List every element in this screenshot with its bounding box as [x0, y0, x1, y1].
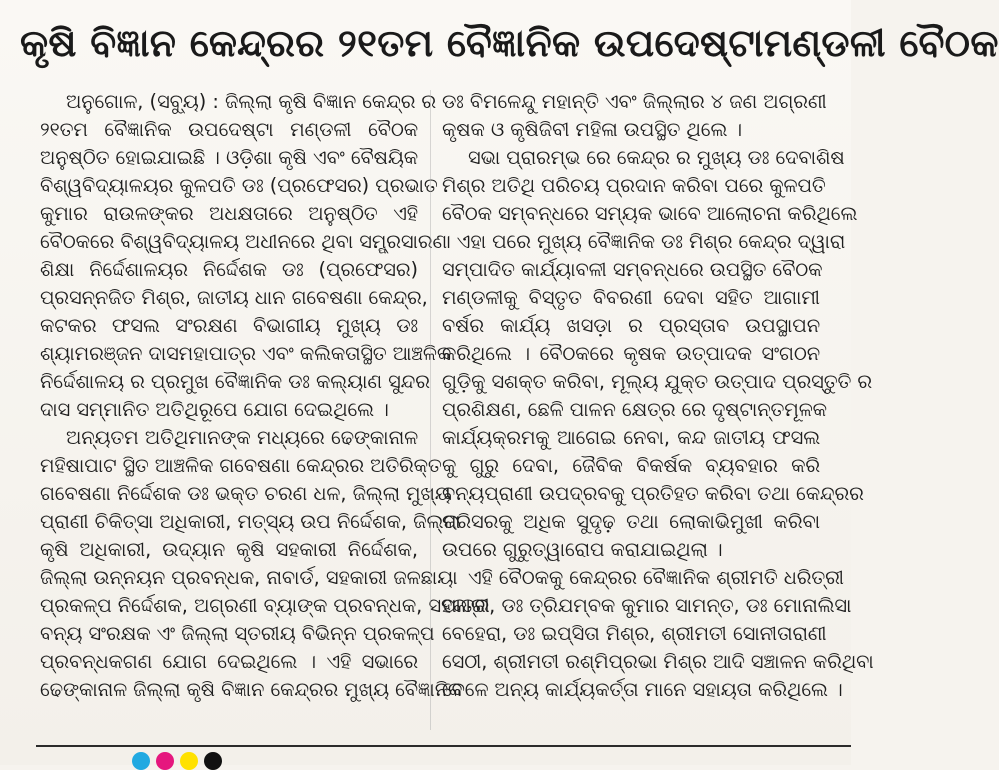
article-line: ପ୍ରକଳ୍ପ ନିର୍ଦ୍ଦେଶକ, ଅଗ୍ରଣୀ ବ୍ୟାଙ୍କ ପ୍ରବନ୍ଧକ, ସହକାରୀ — [40, 594, 490, 617]
column-divider — [430, 90, 431, 730]
article-line: ଉପରେ ଗୁରୁତ୍ୱାରୋପ କରାଯାଇଥିଲା । — [442, 538, 723, 561]
article-line: କରିଥିଲେ । ବୈଠକରେ କୃଷକ ଉତ୍ପାଦକ ସଂଗଠନ — [442, 342, 820, 365]
article-line: ସେଠୀ, ଶ୍ରୀମତୀ ରଶ୍ମିପ୍ରଭା ମିଶ୍ର ଆଦି ସଞ୍ଚାଳନ କରିଥିବା — [442, 650, 874, 673]
article-line: ବେଳେ ଅନ୍ୟ କାର୍ଯ୍ୟକର୍ତ୍ତା ମାନେ ସହାୟତା କରିଥିଲେ । — [442, 678, 843, 701]
article-line: ପ୍ରବନ୍ଧକଗଣ ଯୋଗ ଦେଇଥିଲେ । ଏହି ସଭାରେ — [40, 650, 418, 673]
article-line: ୨୧ତମ ବୈଜ୍ଞାନିକ ଉପଦେଷ୍ଟା ମଣ୍ଡଳୀ ବୈଠକ — [40, 118, 418, 141]
article-body — [40, 88, 874, 740]
article-line: ଗୁଡ଼ିକୁ ସଶକ୍ତ କରିବା, ମୂଲ୍ୟ ଯୁକ୍ତ ଉତ୍ପାଦ ପ୍ରସ୍ତୁତି ର — [442, 370, 872, 393]
cyan-dot — [132, 752, 150, 770]
article-line: କଟକର ଫସଲ ସଂରକ୍ଷଣ ବିଭାଗୀୟ ମୁଖ୍ୟ ଡଃ — [40, 314, 418, 337]
yellow-dot — [180, 752, 198, 770]
article-line: ପ୍ରସନ୍ନଜିତ ମିଶ୍ର, ଜାତୀୟ ଧାନ ଗବେଷଣା କେନ୍ଦ୍ର, — [40, 286, 428, 309]
article-line: ଦାସ ସମ୍ମାନିତ ଅତିଥିରୂପେ ଯୋଗ ଦେଇଥିଲେ । — [40, 398, 389, 421]
article-line: ବନ୍ୟପ୍ରାଣୀ ଉପଦ୍ରବକୁ ପ୍ରତିହତ କରିବା ତଥା କେନ୍ଦ୍ରର — [442, 482, 864, 505]
article-line: କୃଷକ ଓ କୃଷିଜିବୀ ମହିଳା ଉପସ୍ଥିତ ଥିଲେ । — [442, 118, 743, 141]
article-line: ଅନୁଗୋଳ, (ସବ୍ୟୁ) : ଜିଲ୍ଲା କୃଷି ବିଜ୍ଞାନ କେନ୍ଦ୍ର ର — [66, 90, 437, 113]
bottom-rule — [36, 745, 851, 747]
article-line: ଅନ୍ୟତମ ଅତିଥିମାନଙ୍କ ମଧ୍ୟରେ ଢେଙ୍କାନାଳ — [66, 426, 418, 449]
magenta-dot — [156, 752, 174, 770]
article-line: କୁ ଗୁରୁ ଦେବା, ଜୈବିକ ବିକର୍ଷକ ବ୍ୟବହାର କରି — [442, 454, 820, 477]
article-line: ଏହି ବୈଠକକୁ କେନ୍ଦ୍ରର ବୈଜ୍ଞାନିକ ଶ୍ରୀମତି ଧରିତ୍ରୀ — [468, 566, 844, 589]
article-line: କୁମାର ରାଉଳଙ୍କର ଅଧକ୍ଷତାରେ ଅନୁଷ୍ଠିତ ଏହି — [40, 202, 418, 225]
article-line: ଅନୁଷ୍ଠିତ ହୋଇଯାଇଛି । ଓଡ଼ିଶା କୃଷି ଏବଂ ବୈଷୟିକ — [40, 146, 419, 169]
article-line: ବେହେରା, ଡଃ ଇପ୍ସିତା ମିଶ୍ର, ଶ୍ରୀମତୀ ସୋନୀତାରାଣୀ — [442, 622, 827, 645]
article-line: ମିଶ୍ର ଅତିଥି ପରିଚୟ ପ୍ରଦାନ କରିବା ପରେ କୁଳପତି — [442, 174, 826, 197]
right-column — [442, 88, 874, 740]
article-line: ଶ୍ୟାମରଞ୍ଜନ ଦାସମହାପାତ୍ର ଏବଂ କଲିକତାସ୍ଥିତ ଆଞ୍ଚଳିକ — [40, 342, 452, 365]
article-line: କୃଷି ଅଧିକାରୀ, ଉଦ୍ୟାନ କୃଷି ସହକାରୀ ନିର୍ଦ୍ଦେଶକ, — [40, 538, 418, 561]
article-headline: କୃଷି ବିଜ୍ଞାନ କେନ୍ଦ୍ରର ୨୧ତମ ବୈଜ୍ଞାନିକ ଉପଦେଷ୍ଟାମଣ୍ଡଳୀ ବୈଠକ — [20, 21, 999, 65]
article-line: ଢେଙ୍କାନାଳ ଜିଲ୍ଲା କୃଷି ବିଜ୍ଞାନ କେନ୍ଦ୍ରର ମୁଖ୍ୟ ବୈଜ୍ଞାନିକ — [40, 678, 463, 701]
article-line: ନିର୍ଦ୍ଦେଶାଳୟ ର ପ୍ରମୁଖ ବୈଜ୍ଞାନିକ ଡଃ କଲ୍ୟାଣ ସୁନ୍ଦର — [40, 370, 430, 393]
registration-marks — [132, 752, 252, 770]
article-line: ଜିଲ୍ଲା ଉନ୍ନୟନ ପ୍ରବନ୍ଧକ, ନାବାର୍ଡ, ସହକାରୀ ଜଳଛାୟା — [40, 566, 458, 589]
article-line: । ଏହା ପରେ ମୁଖ୍ୟ ବୈଜ୍ଞାନିକ ଡଃ ମିଶ୍ର କେନ୍ଦ୍ର ଦ୍ୱାରା — [442, 230, 846, 253]
article-line: ସଭା ପ୍ରାରମ୍ଭ ରେ କେନ୍ଦ୍ର ର ମୁଖ୍ୟ ଡଃ ଦେବାଶିଷ — [468, 146, 845, 169]
article-line: ପାତ୍ର, ଡଃ ତ୍ରିଯମ୍ବକ କୁମାର ସାମନ୍ତ, ଡଃ ମୋନାଲିସା — [442, 594, 852, 617]
article-line: ପରିସରକୁ ଅଧିକ ସୁଦୃଢ଼ ତଥା ଲୋକାଭିମୁଖୀ କରିବା — [442, 510, 820, 533]
black-dot — [204, 752, 222, 770]
article-line: ବିଶ୍ୱବିଦ୍ୟାଳୟର କୁଳପତି ଡଃ (ପ୍ରଫେସର) ପ୍ରଭାତ — [40, 174, 438, 197]
article-line: ବୈଠକରେ ବିଶ୍ୱବିଦ୍ୟାଳୟ ଅଧୀନରେ ଥିବା ସମ୍ପ୍ରସାରଣ — [40, 230, 448, 253]
article-line: ମହିଷାପାଟ ସ୍ଥିତ ଆଞ୍ଚଳିକ ଗବେଷଣା କେନ୍ଦ୍ରର ଅତିରିକ୍ତ — [40, 454, 442, 477]
article-line: ବନ୍ୟ ସଂରକ୍ଷକ ଏଂ ଜିଲ୍ଲା ସ୍ତରୀୟ ବିଭିନ୍ନ ପ୍ରକଳ୍ପ — [40, 622, 435, 645]
article-line: ବୈଠକ ସମ୍ବନ୍ଧରେ ସମ୍ୟକ ଭାବେ ଆଲୋଚନା କରିଥିଲେ — [442, 202, 858, 225]
article-line: ଶିକ୍ଷା ନିର୍ଦ୍ଦେଶାଳୟର ନିର୍ଦ୍ଦେଶକ ଡଃ (ପ୍ରଫେସର) — [40, 258, 418, 281]
article-line: ସମ୍ପାଦିତ କାର୍ଯ୍ୟାବଳୀ ସମ୍ବନ୍ଧରେ ଉପସ୍ଥିତ ବୈଠକ — [442, 258, 823, 281]
article-line: ପ୍ରଶିକ୍ଷଣ, ଛେଳି ପାଳନ କ୍ଷେତ୍ର ରେ ଦୃଷ୍ଟାନ୍ତମୂଳକ — [442, 398, 827, 421]
article-line: କାର୍ଯ୍ୟକ୍ରମକୁ ଆଗେଇ ନେବା, କନ୍ଦ ଜାତୀୟ ଫସଲ — [442, 426, 820, 449]
left-column — [40, 88, 490, 740]
article-line: ଡଃ ବିମଳେନ୍ଦୁ ମହାନ୍ତି ଏବଂ ଜିଲ୍ଲାର ୪ ଜଣ ଅଗ୍ରଣୀ — [442, 90, 827, 113]
article-line: ମଣ୍ଡଳୀକୁ ବିସ୍ତୃତ ବିବରଣୀ ଦେବା ସହିତ ଆଗାମୀ — [442, 286, 820, 309]
article-line: ବର୍ଷର କାର୍ଯ୍ୟ ଖସଡ଼ା ର ପ୍ରସ୍ତାବ ଉପସ୍ଥାପନ — [442, 314, 820, 337]
article-line: ପ୍ରାଣୀ ଚିକିତ୍ସା ଅଧିକାରୀ, ମତ୍ସ୍ୟ ଉପ ନିର୍ଦ୍ଦେଶକ, ଜିଲ୍ଲା — [40, 510, 461, 533]
article-line: ଗବେଷଣା ନିର୍ଦ୍ଦେଶକ ଡଃ ଭକ୍ତ ଚରଣ ଧଳ, ଜିଲ୍ଲା ମୁଖ୍ୟ — [40, 482, 451, 505]
